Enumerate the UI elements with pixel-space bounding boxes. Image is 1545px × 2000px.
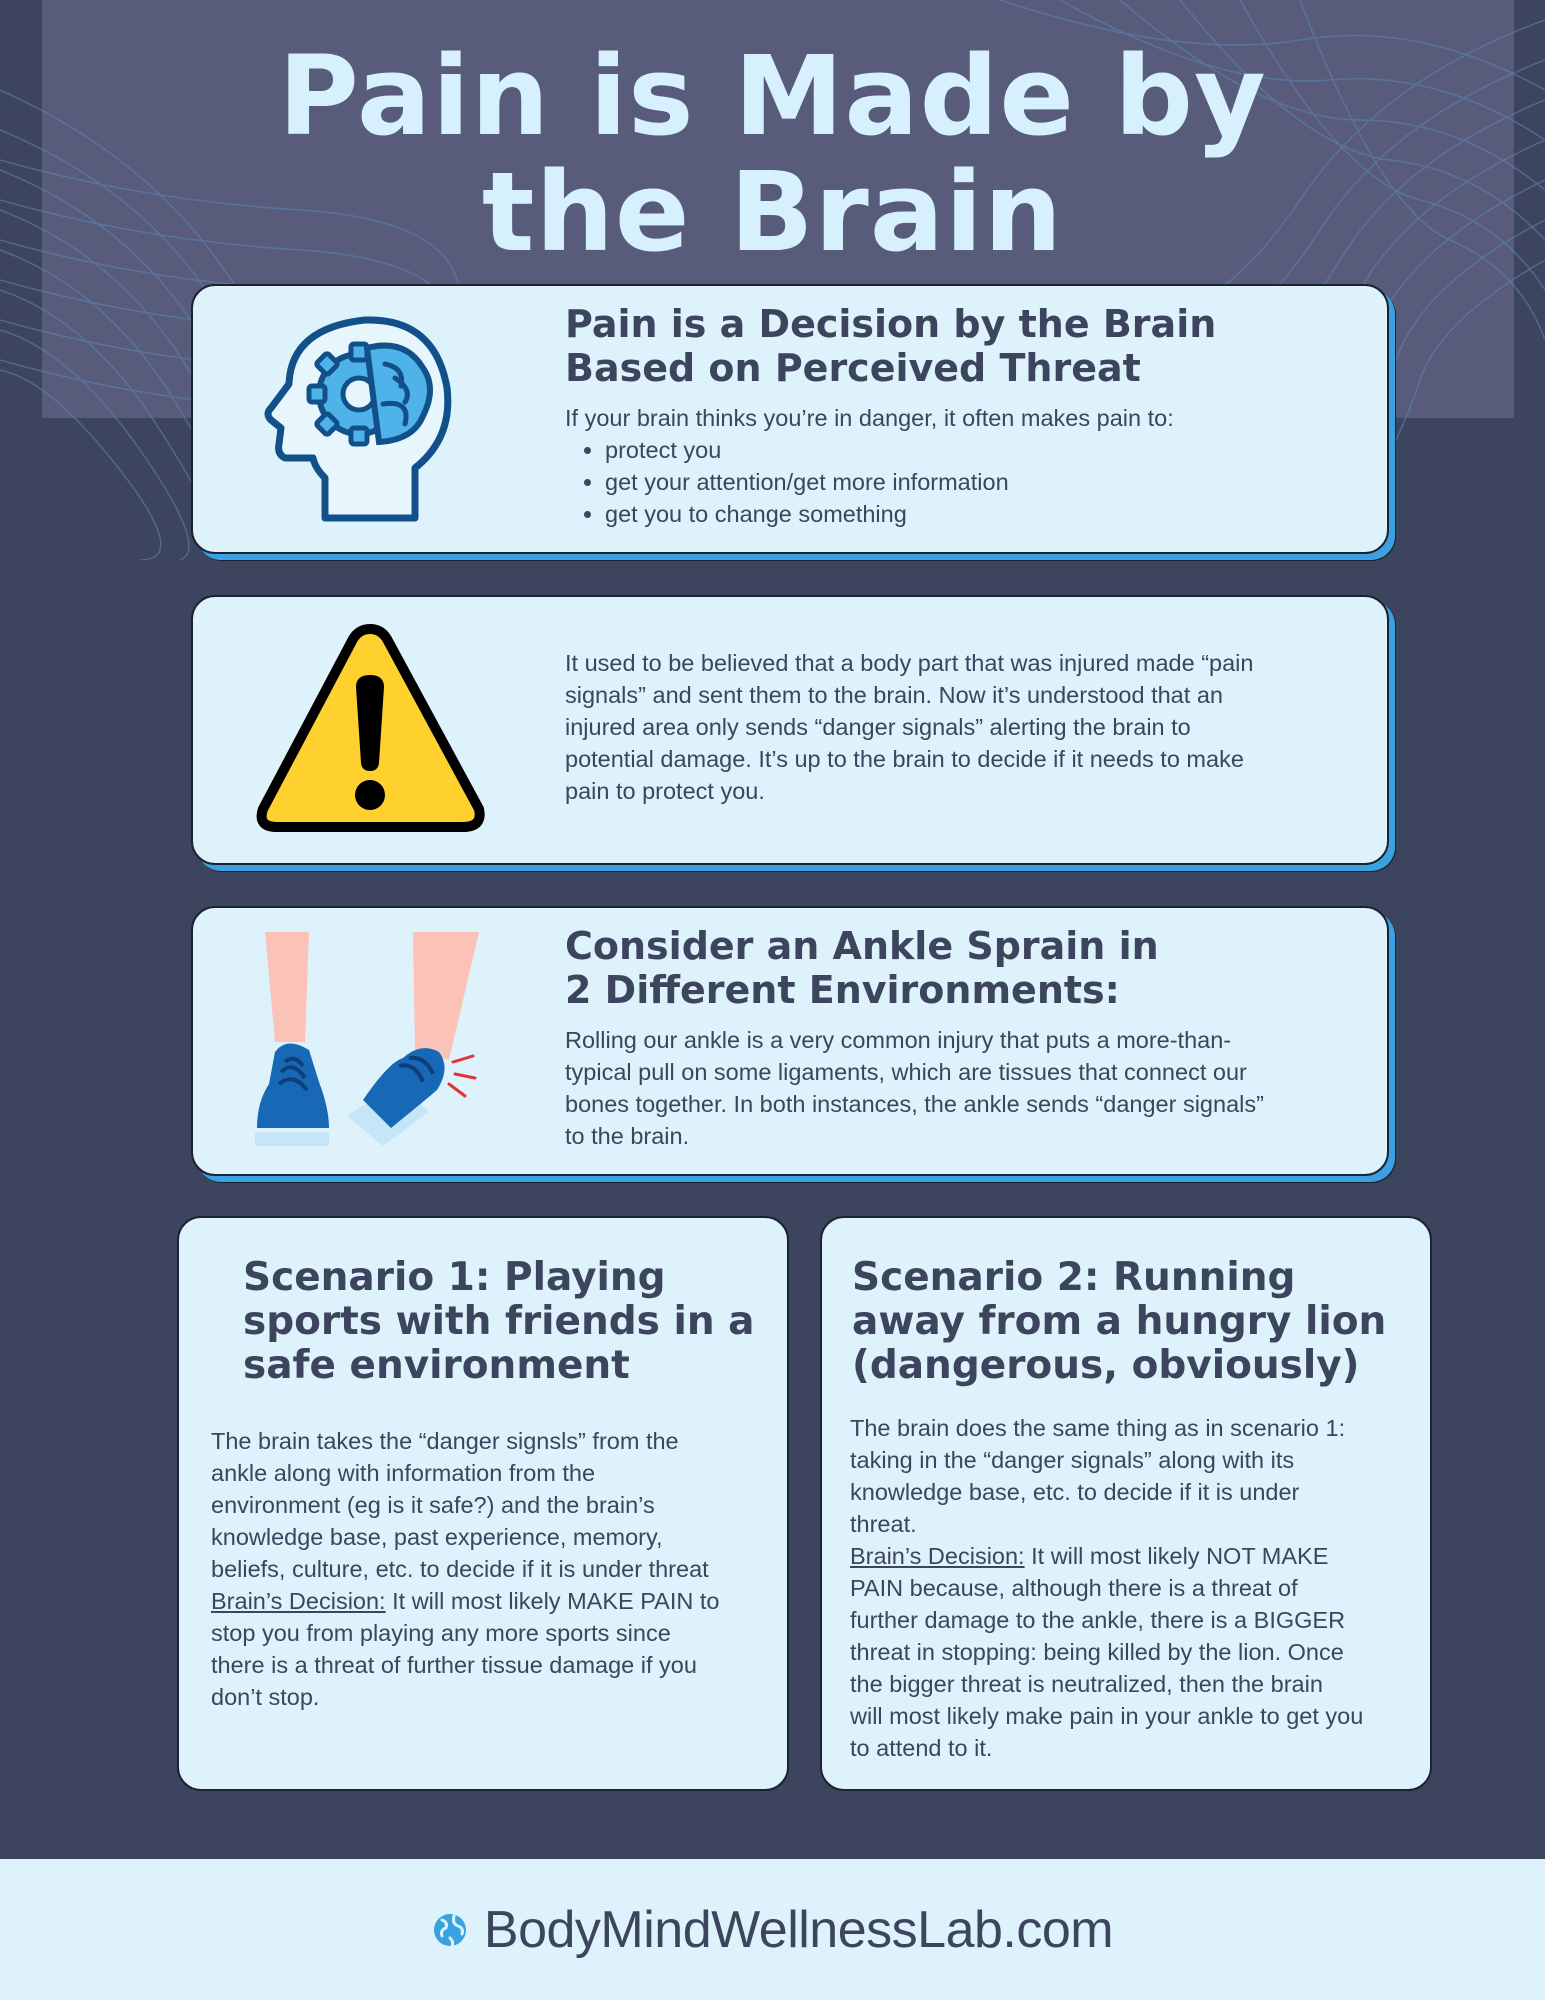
scenario-2-card (820, 1216, 1432, 1791)
card-body (565, 402, 1345, 530)
scenario-1-card (177, 1216, 789, 1791)
text-line: It used to be believed that a body part that was injured made “pain (565, 650, 1254, 676)
brain-gear-head-icon (255, 308, 475, 528)
text-line: The brain takes the “danger signsls” from the (211, 1428, 679, 1454)
card-heading: Pain is a Decision by the Brain Based on Perceived Threat (565, 302, 1217, 390)
text-line: to the brain. (565, 1123, 690, 1149)
text-line (850, 1540, 1420, 1572)
text-line: there is a threat of further tissue damage if you (211, 1652, 697, 1678)
warning-icon (255, 623, 485, 833)
text-line: knowledge base, past experience, memory, (211, 1524, 663, 1550)
scenario-body (211, 1425, 771, 1713)
card-ankle-sprain (191, 906, 1389, 1176)
text-line (211, 1585, 771, 1617)
scenario-body (850, 1412, 1420, 1764)
text-line: the bigger threat is neutralized, then the brain (850, 1671, 1323, 1697)
footer (0, 1859, 1545, 2000)
text-line: ankle along with information from the (211, 1460, 596, 1486)
decision-label: Brain’s Decision: (850, 1543, 1025, 1569)
text-line: threat in stopping: being killed by the lion. Once (850, 1639, 1344, 1665)
decision-text: It will most likely MAKE PAIN to (385, 1588, 720, 1614)
page-title-line2: the Brain (481, 148, 1064, 276)
list-item: • get your attention/get more information (605, 466, 1345, 498)
ankle-sprain-illustration (253, 932, 483, 1158)
bullet-list (565, 434, 1345, 530)
text-line: typical pull on some ligaments, which are tissues that connect our (565, 1059, 1247, 1085)
text-line: bones together. In both instances, the ankle sends “danger signals” (565, 1091, 1264, 1117)
list-item: • protect you (605, 434, 1345, 466)
text-line: potential damage. It’s up to the brain to decide if it needs to make (565, 746, 1244, 772)
text-line: further damage to the ankle, there is a BIGGER (850, 1607, 1346, 1633)
card-pain-decision (191, 284, 1389, 554)
text-line: PAIN because, although there is a threat of (850, 1575, 1298, 1601)
card-intro: If your brain thinks you’re in danger, it often makes pain to: (565, 405, 1174, 431)
text-line: taking in the “danger signals” along with its (850, 1447, 1295, 1473)
card-danger-signals (191, 595, 1389, 865)
text-line: The brain does the same thing as in scenario 1: (850, 1415, 1346, 1441)
website-link[interactable]: BodyMindWellnessLab.com (483, 1900, 1114, 1959)
text-line: don’t stop. (211, 1684, 320, 1710)
page-title-line1: Pain is Made by (278, 32, 1267, 160)
scenario-heading: Scenario 2: Running away from a hungry lion (dangerous, obviously) (852, 1255, 1387, 1388)
text-line: stop you from playing any more sports since (211, 1620, 671, 1646)
page-title (0, 32, 1545, 276)
text-line: pain to protect you. (565, 778, 765, 804)
decision-label: Brain’s Decision: (211, 1588, 386, 1614)
text-line: threat. (850, 1511, 917, 1537)
text-line: to attend to it. (850, 1735, 993, 1761)
globe-icon (432, 1912, 468, 1948)
text-line: Rolling our ankle is a very common injury that puts a more-than- (565, 1027, 1232, 1053)
text-line: knowledge base, etc. to decide if it is under (850, 1479, 1300, 1505)
text-line: signals” and sent them to the brain. Now it’s understood that an (565, 682, 1223, 708)
text-line: will most likely make pain in your ankle to get you (850, 1703, 1364, 1729)
card-body (565, 647, 1365, 807)
text-line: beliefs, culture, etc. to decide if it is under threat (211, 1556, 709, 1582)
scenario-heading: Scenario 1: Playing sports with friends in a safe environment (243, 1255, 755, 1388)
card-heading: Consider an Ankle Sprain in 2 Different Environments: (565, 924, 1159, 1012)
text-line: environment (eg is it safe?) and the brain’s (211, 1492, 655, 1518)
card-body (565, 1024, 1365, 1152)
decision-text: It will most likely NOT MAKE (1024, 1543, 1329, 1569)
list-item: • get you to change something (605, 498, 1345, 530)
text-line: injured area only sends “danger signals” alerting the brain to (565, 714, 1191, 740)
